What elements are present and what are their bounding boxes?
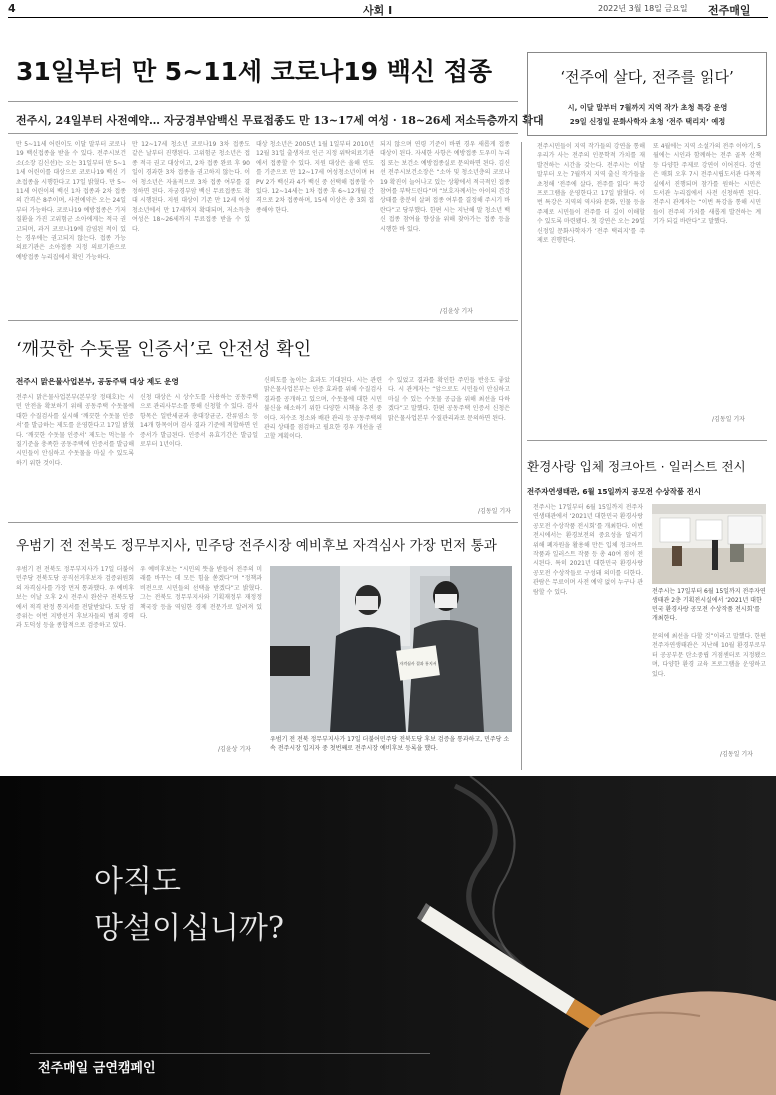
env-col-2: 문의에 최선을 다할 것”이라고 말했다. 한편 전주자연생태관은 지난해 10월 환경부로부터 공공부문 탄소중립 거점센터로 지정됐으며, 다양한 환경 교육 프로그램을 운영하고 있다. <box>652 633 766 678</box>
vaccine-col-2: 만 12~17세 청소년 코로나19 3차 접종도 같은 날부터 진행된다. 고위험군 청소년은 접종 적극 권고 대상이고, 2차 접종 완료 후 90일이 경과한 3차 접종을 권고하지 않는다. 이어 청소년은 자율적으로 3차 접종 여부를 결정하면 된다. 자궁경부암 백신 무료접종도 확대 시행된다. 지원 대상이 기존 만 12세 여성청소년에서 만 17세까지 확대되며, 저소득층 여성은 18~26세까지 무료접종 받을 수 있다. <box>132 141 250 233</box>
ad-line-1: 아직도 <box>94 864 181 899</box>
ad-footer-rule <box>30 1053 430 1054</box>
primary-rule <box>8 522 518 523</box>
primary-col-2: 우 예비후보는 “시민의 뜻을 받들어 전주의 미래를 바꾸는 데 모든 힘을 쏟겠다”며 “정책과 비전으로 시민들의 선택을 받겠다”고 밝혔다. 그는 전북도 정무부지사와 기획재정부 재정정책국장 등을 역임한 경제 전문가로 알려져 있다. <box>140 566 262 621</box>
cert-col-4: 수 있었고 결과를 확인한 주민들 반응도 좋았다. 시 관계자는 “앞으로도 시민들이 안심하고 마실 수 있는 수돗물 공급을 위해 최선을 다하겠다”고 말했다. 한편 공동주택 인증서 신청은 맑은물사업본부 수질관리과로 문의하면 된다. <box>388 377 510 422</box>
column-col-1: 전주시민들이 지역 작가들의 강연을 통해 우리가 사는 전주의 인문학적 가치를 재발견하는 시간을 갖는다. 전주시는 이달 말부터 오는 7월까지 지역 출신 작가들을 초청해 ‘전주에 살다, 전주를 읽다’ 특강 프로그램을 운영한다고 17일 밝혔다. 이번 특강은 지역의 역사와 문화, 인물 등을 주제로 시민들이 전주를 더 깊이 이해할 수 있도록 마련됐다. 첫 강연은 오는 29일 신정일 문화사학자가 ‘전주 택리지’를 주제로 진행한다. <box>537 143 645 245</box>
section-name: 사회 I <box>363 4 393 17</box>
anti-smoking-ad <box>0 776 776 1095</box>
exhibit-photo <box>652 504 766 584</box>
env-headline: 환경사랑 입체 정크아트 · 일러스트 전시 <box>527 459 746 474</box>
newspaper-brand: 전주매일 <box>708 4 751 17</box>
cert-byline: /김동일 기자 <box>478 508 511 515</box>
column-col-2: 또 4월에는 지역 소설가의 전주 이야기, 5월에는 시인과 함께하는 전주 골목 산책 등 다양한 주제로 강연이 이어진다. 강연은 매회 오후 7시 전주시립도서관 다목적실에서 진행되며 참가를 원하는 시민은 도서관 누리집에서 사전 신청하면 된다. 전주시 관계자는 “이번 특강을 통해 시민들이 전주의 가치를 새롭게 발견하는 계기가 되길 바란다”고 말했다. <box>653 143 761 226</box>
env-subheadline: 전주자연생태관, 6월 15일까지 공모전 수상작품 전시 <box>527 487 701 496</box>
cert-col-3: 신뢰도를 높이는 효과도 기대된다. 시는 관련 맑은물사업본부는 인증 효과를 위해 수질검사 결과를 공개하고 있으며, 수돗물에 대한 시민 불신을 해소하기 위한 다양한 시책을 추진 중이다. 저수조 청소와 배관 관리 등 공동주택의 관리 상태를 점검하고 필요한 경우 개선을 권고할 계획이다. <box>264 377 382 441</box>
page-header <box>8 2 768 17</box>
ad-campaign-label: 전주매일 금연캠페인 <box>38 1061 156 1076</box>
vaccine-subheadline: 전주시, 24일부터 사전예약… 자궁경부암백신 무료접종도 만 13~17세 여성 · 18~26세 저소득층까지 확대 <box>16 114 544 127</box>
primary-byline: /김윤상 기자 <box>218 746 251 753</box>
column-title: ‘전주에 살다, 전주를 읽다’ <box>560 68 734 86</box>
primary-headline: 우범기 전 전북도 정무부지사, 민주당 전주시장 예비후보 자격심사 가장 먼저 통과 <box>16 538 497 554</box>
issue-date: 2022년 3월 18일 금요일 <box>598 4 688 13</box>
column-separator <box>521 142 522 770</box>
env-rule <box>527 440 767 441</box>
column-byline: /김동일 기자 <box>712 416 745 423</box>
cert-col-1: 전주시 맑은물사업본부(본부장 정태호)는 시민 안전을 확보하기 위해 공동주택 수돗물에 대한 수질검사를 실시해 ‘깨끗한 수돗물 인증서’를 발급하는 제도를 운영한다고 17일 밝혔다. ‘깨끗한 수돗물 인증서’ 제도는 먹는물 수질기준을 충족한 공동주택에 인증서를 발급해 시민들이 안심하고 수돗물을 마실 수 있도록 하기 위한 것이다. <box>16 394 134 467</box>
candidate-photo-image <box>270 566 512 732</box>
env-byline: /김동일 기자 <box>720 751 753 758</box>
primary-col-1: 우범기 전 전북도 정무부지사가 17일 더불어민주당 전북도당 공직선거후보자 검증위원회의 자격심사를 가장 먼저 통과했다. 우 예비후보는 이날 오후 2시 전주시 완산구 전북도당에서 적격 판정 통지서를 전달받았다. 도당 검증위는 이번 지방선거 후보자들의 범죄 경력과 도덕성 등을 종합적으로 검증하고 있다. <box>16 566 134 630</box>
vaccine-col-4: 되지 않으며 연령 기준이 바뀐 경우 새롭게 접종 대상이 된다. 자세한 사항은 예방접종 도우미 누리집 또는 보건소 예방접종실로 문의하면 된다. 김신선 전주시보건소장은 “소아 및 청소년층의 코로나19 확진이 늘어나고 있는 상황에서 적극적인 접종 참여를 부탁드린다”며 “보호자께서는 아이의 건강 상태를 충분히 살펴 접종 여부를 결정해 주시기 바란다”고 당부했다. 한편 시는 지난해 말 청소년 백신 접종 참여율 향상을 위해 찾아가는 접종 등을 시행한 바 있다. <box>380 141 510 233</box>
vaccine-col-1: 만 5~11세 어린이도 이달 말부터 코로나19 백신접종을 받을 수 있다. 전주시보건소(소장 김신선)는 오는 31일부터 만 5~11세 어린이를 대상으로 코로나19 백신 기초접종을 시행한다고 17일 밝혔다. 만 5~11세 어린이의 백신 1차 접종과 2차 접종의 간격은 8주이며, 사전예약은 오는 24일부터 가능하다. 코로나19 예방접종은 기저질환을 가진 고위험군 소아에게는 적극 권고되며, 과거 코로나19에 감염된 적이 있는 경우에는 권고되지 않는다. 접종 가능 의료기관은 소아접종 지정 의료기관으로 예방접종 누리집에서 확인 가능하다. <box>16 141 126 261</box>
column-sub-1: 시, 이달 말부터 7월까지 지역 작가 초청 특강 운영 <box>567 103 728 112</box>
vaccine-headline: 31일부터 만 5~11세 코로나19 백신 접종 <box>16 57 493 86</box>
vaccine-rule-top <box>8 101 518 102</box>
vaccine-col-3: 대상 청소년은 2005년 1월 1일부터 2010년 12월 31일 출생자로 인근 지정 위탁의료기관에서 접종할 수 있다. 지원 대상은 올해 연도를 기준으로 만 12~17세 여성청소년이며 HPV 2가 백신과 4가 백신 중 선택해 접종할 수 있다. 12~14세는 1차 접종 후 6~12개월 간격으로 2차 접종하며, 15세 이상은 총 3회 접종해야 한다. <box>256 141 374 214</box>
vaccine-byline: /김윤상 기자 <box>440 308 473 315</box>
cert-rule <box>8 320 518 321</box>
header-rule <box>8 17 768 18</box>
cert-subheadline: 전주시 맑은물사업본부, 공동주택 대상 제도 운영 <box>16 377 179 386</box>
column-sub-2: 29일 신정일 문화사학자 초청 ‘전주 택리지’ 예정 <box>569 117 726 126</box>
cert-col-2: 신청 대상은 시 상수도를 사용하는 공동주택으로 관리사무소를 통해 신청할 수 있다. 검사 항목은 일반세균과 총대장균군, 잔류염소 등 14개 항목이며 검사 결과 기준에 적합하면 인증서가 발급된다. 인증서 유효기간은 발급일로부터 1년이다. <box>140 394 258 449</box>
vaccine-rule-bottom <box>8 133 518 134</box>
ad-line-2: 망설이십니까? <box>94 911 284 946</box>
page-number: 4 <box>8 2 16 15</box>
env-col-1: 전주시는 17일부터 6월 15일까지 전주자연생태관에서 ‘2021년 대한민국 환경사랑 공모전 수상작품 전시회’를 개최한다. 이번 전시에서는 환경보전의 중요성을 알리기 위해 폐자원을 활용해 만든 입체 정크아트 작품과 일러스트 작품 등 총 40여 점이 전시된다. 특히 2021년 대한민국 환경사랑 공모전 수상작들로 구성돼 의미를 더한다. 관람은 무료이며 사전 예약 없이 누구나 관람할 수 있다. <box>533 504 643 596</box>
candidate-photo-caption: 우범기 전 전북 정무부지사가 17일 더불어민주당 전북도당 후보 검증을 통과하고, 민주당 소속 전주시장 입지자 중 첫번째로 전주시장 예비후보 등록을 했다. <box>270 736 510 752</box>
cert-headline: ‘깨끗한 수돗물 인증서’로 안전성 확인 <box>16 339 312 360</box>
document-text: 자격심사 결과 통지서 <box>399 661 437 666</box>
exhibit-photo-image <box>652 504 766 584</box>
exhibit-photo-caption: 전주시는 17일부터 6월 15일까지 전주자연생태관 2층 기획전시실에서 ‘2021년 대한민국 환경사랑 공모전 수상작품 전시회’를 개최한다. <box>652 588 766 622</box>
candidate-photo <box>270 566 512 732</box>
